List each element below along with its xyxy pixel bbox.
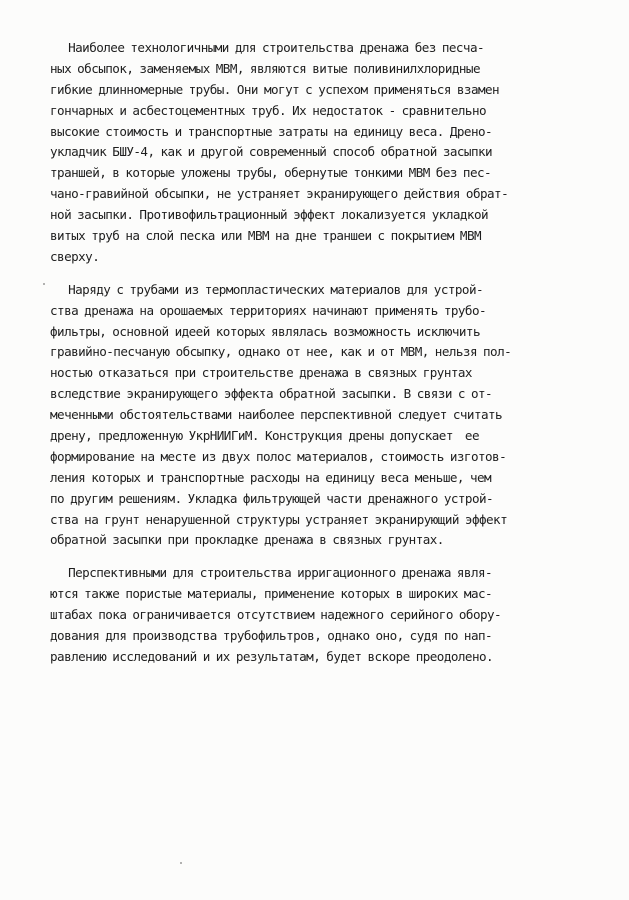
text-line: ностью отказаться при строительстве дренажа в связных грунтах bbox=[50, 365, 472, 381]
text-line: ной засыпки. Противофильтрационный эффект локализуется укладкой bbox=[50, 207, 489, 223]
text-line: укладчик БШУ-4, как и другой современный способ обратной засыпки bbox=[50, 144, 493, 160]
text-line: ства дренажа на орошаемых территориях начинают применять трубо- bbox=[50, 302, 487, 318]
text-line: вследствие экранирующего эффекта обратной засыпки. В связи с от- bbox=[50, 386, 493, 402]
text-line: ления которых и транспортные расходы на единицу веса меньше, чем bbox=[50, 469, 492, 485]
scan-speck bbox=[43, 283, 45, 285]
text-line: высокие стоимость и транспортные затраты на единицу веса. Дрено- bbox=[50, 123, 493, 139]
text-line: траншей, в которые уложены трубы, обернутые тонкими МВМ без пес- bbox=[50, 165, 492, 181]
text-line: равлению исследований и их результатам, будет вскоре преодолено. bbox=[50, 648, 494, 664]
text-line: чано-гравийной обсыпки, не устраняет экранирующего действия обрат- bbox=[50, 186, 509, 202]
text-line: сверху. bbox=[50, 248, 100, 264]
text-line: штабах пока ограничивается отсутствием надежного серийного обору- bbox=[50, 607, 502, 623]
text-line: ных обсыпок, заменяемых МВМ, являются витые поливинилхлоридные bbox=[50, 60, 480, 76]
text-line: ства на грунт ненарушенной структуры устраняет экранирующий эффект bbox=[50, 511, 508, 527]
text-line: Наряду с трубами из термопластических материалов для устрой- bbox=[50, 281, 484, 297]
text-line: витых труб на слой песка или МВМ на дне траншеи с покрытием МВМ bbox=[50, 228, 482, 244]
text-line: фильтры, основной идеей которых являлась возможность исключить bbox=[50, 323, 480, 339]
paragraph-3 bbox=[50, 563, 610, 667]
text-line: гравийно-песчаную обсыпку, однако от нее, как и от МВМ, нельзя пол- bbox=[50, 344, 512, 360]
paragraph-1 bbox=[50, 38, 610, 268]
text-line: Наиболее технологичными для строительства дренажа без песча- bbox=[50, 40, 485, 55]
text-line: Перспективными для строительства ирригационного дренажа явля- bbox=[50, 565, 493, 581]
document-body bbox=[50, 38, 610, 680]
text-line: дования для производства трубофильтров, однако оно, судя по нап- bbox=[50, 628, 493, 644]
text-line: обратной засыпки при прокладке дренажа в связных грунтах. bbox=[50, 532, 444, 548]
scan-speck bbox=[180, 862, 182, 864]
text-line: гончарных и асбестоцементных труб. Их недостаток - сравнительно bbox=[50, 102, 487, 118]
text-line: меченными обстоятельствами наиболее перспективной следует считать bbox=[50, 407, 503, 423]
text-line: дрену, предложенную УкрНИИГиМ. Конструкция дрены допускает ее bbox=[50, 428, 479, 444]
text-line: формирование на месте из двух полос материалов, стоимость изготов- bbox=[50, 448, 507, 464]
text-line: по другим решениям. Укладка фильтрующей части дренажного устрой- bbox=[50, 490, 494, 506]
paragraph-2 bbox=[50, 280, 610, 552]
text-line: ются также пористые материалы, применение которых в широких мас- bbox=[50, 586, 493, 602]
text-line: гибкие длинномерные трубы. Они могут с успехом применяться взамен bbox=[50, 81, 500, 97]
